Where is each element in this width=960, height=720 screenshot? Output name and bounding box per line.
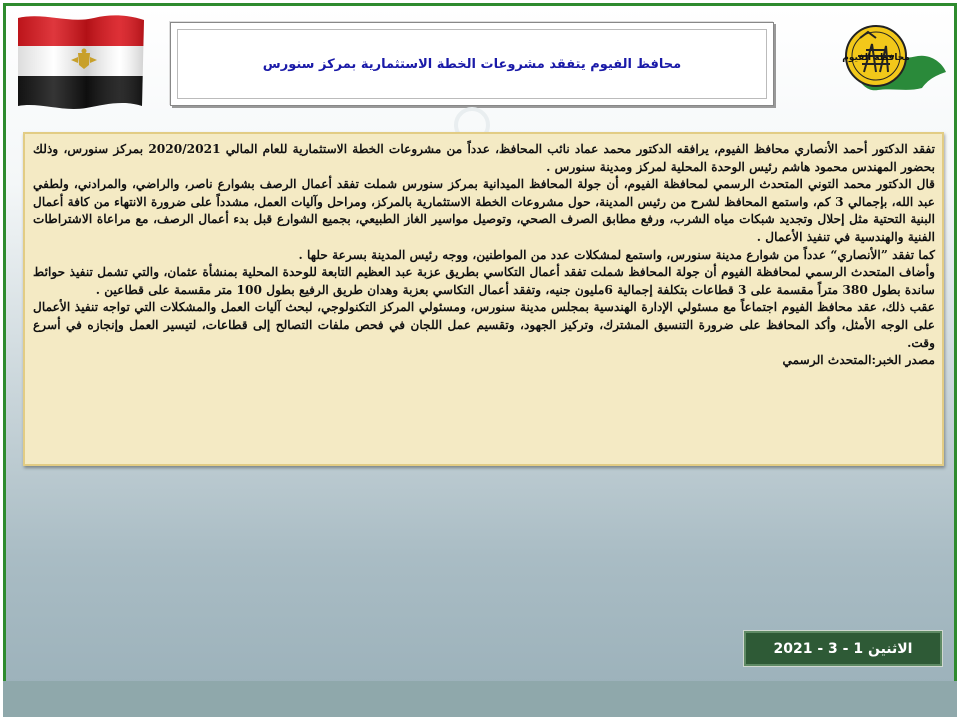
article-source: مصدر الخبر:المتحدث الرسمي <box>782 353 935 368</box>
fayoum-governorate-logo-icon <box>838 16 950 106</box>
bottom-band <box>3 681 957 717</box>
title-inner <box>177 29 767 99</box>
article-body <box>23 132 944 466</box>
date-label: الاثنين 1 - 3 - 2021 <box>773 640 913 657</box>
article-paragraph: عقب ذلك، عقد محافظ الفيوم اجتماعاً مع مسئولي الإدارة الهندسية بمجلس مدينة سنورس، ومسئولي المركز التكنولوجي، لبحث آليات العمل والمشكلات التي تواجه تنفيذ الأعمال على الوجه الأمثل، وأكد المحافظ على ضرورة التنسيق المشترك، وتركيز الجهود، وتقسيم عمل اللجان في فحص ملفات التصالح إلى قطاعات، لتيسير العمل وإنجازه في أسرع وقت. <box>33 300 935 350</box>
article-paragraph: وأضاف المتحدث الرسمي لمحافظة الفيوم أن جولة المحافظ شملت تفقد أعمال التكاسي بطريق عزبة عبد العظيم التابعة للوحدة المحلية بمنشأة عثمان، والتي تشمل تنفيذ حوائط ساندة بطول 380 متراً مقسمة على 3 قطاعات بتكلفة إجمالية 6مليون جنيه، وتفقد أعمال التكاسي بعزبة وهدان طريق الرفيع بطول 100 متر مقسمة على قطاعين . <box>33 265 935 297</box>
article-paragraph: قال الدكتور محمد التوني المتحدث الرسمي لمحافظة الفيوم، أن جولة المحافظ الميدانية بمركز سنورس شملت تفقد أعمال الرصف بشوارع ناصر، والراضي، والمرادني، ولطفي عبد الله، بإجمالي 3 كم، واستمع المحافظ لشرح من رئيس المدينة، حول مشروعات الخطة الاستثمارية بالمركز، ومراحل وآليات العمل، مشدداً على ضرورة الانتهاء من كافة أعمال البنية التحتية مثل إحلال وتجديد شبكات مياه الشرب، ورفع مطابق الصرف الصحي، وتوصيل مواسير الغاز الطبيعي، بجميع الشوارع قبل بدء أعمال الرصف، مع مراعاة الاشتراطات الفنية والهندسية في تنفيذ الأعمال . <box>33 177 935 244</box>
title-box <box>170 22 774 106</box>
article-paragraph: تفقد الدكتور أحمد الأنصاري محافظ الفيوم، يرافقه الدكتور محمد عماد نائب المحافظ، عدداً من مشروعات الخطة الاستثمارية للعام المالي 2020/2021 بمركز سنورس، وذلك بحضور المهندس محمود هاشم رئيس الوحدة المحلية لمركز ومدينة سنورس . <box>33 142 935 174</box>
date-badge <box>743 630 943 667</box>
egypt-flag-icon <box>14 10 146 110</box>
page-title: محافظ الفيوم يتفقد مشروعات الخطة الاستثمارية بمركز سنورس <box>262 56 682 72</box>
article-paragraph: كما تفقد ”الأنصاري“ عدداً من شوارع مدينة سنورس، واستمع لمشكلات عدد من المواطنين، ووجه رئيس المدينة بسرعة حلها . <box>298 247 935 262</box>
logo-text: محافظة الفيوم <box>842 53 910 63</box>
